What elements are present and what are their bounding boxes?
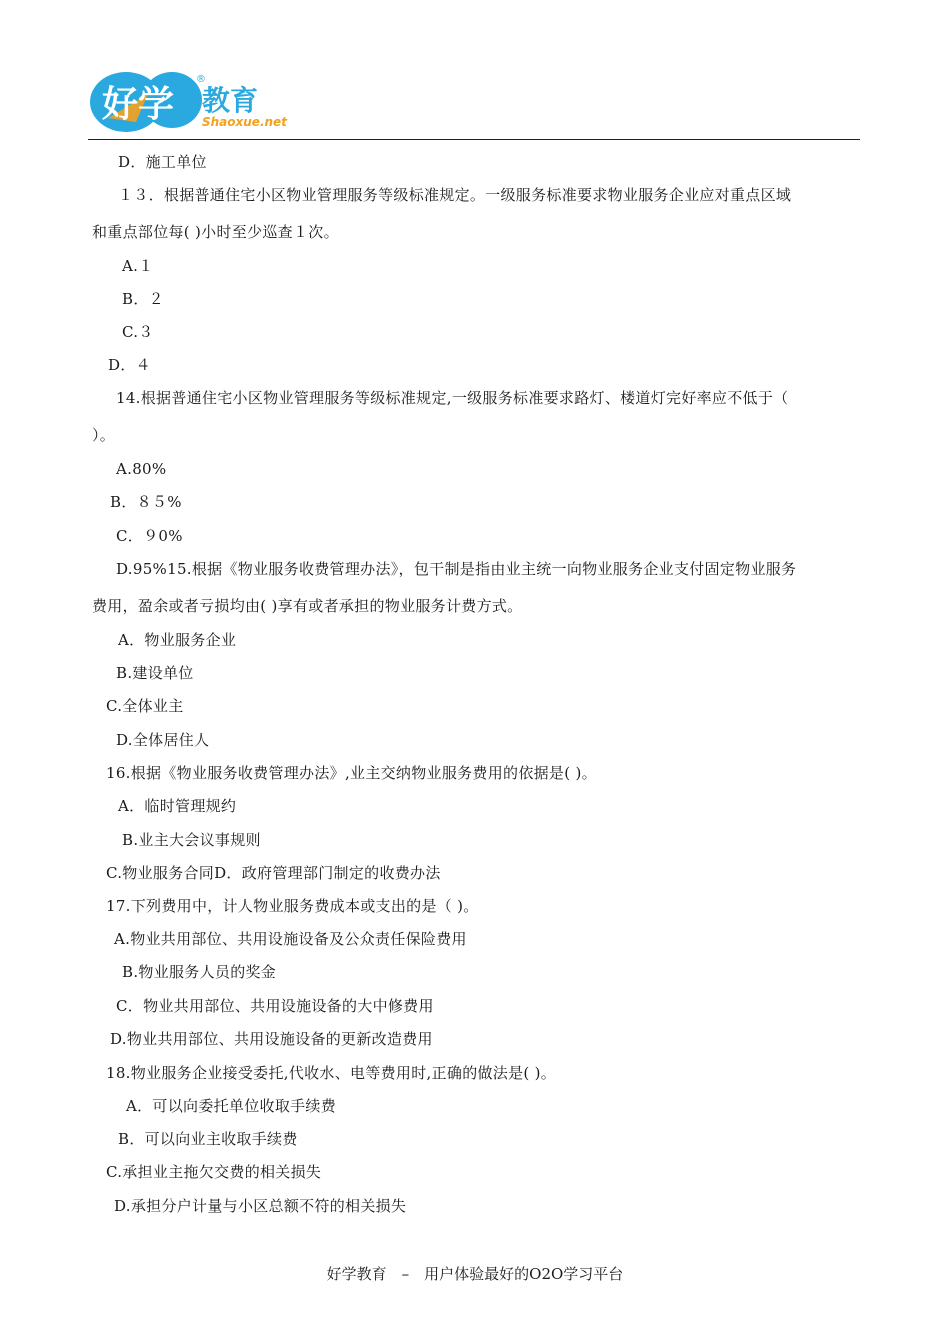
option-d-13: D．４ (108, 356, 151, 374)
option-b-18: B．可以向业主收取手续费 (118, 1130, 298, 1148)
question-16: 16.根据《物业服务收费管理办法》,业主交纳物业服务费用的依据是( )。 (106, 764, 597, 782)
option-a-16: A．临时管理规约 (118, 797, 237, 815)
question-13-line-2: 和重点部位每( )小时至少巡查１次。 (92, 223, 339, 241)
question-17: 17.下列费用中，计人物业服务费成本或支出的是（ )。 (106, 897, 479, 915)
question-14-line-1: 14.根据普通住宅小区物业管理服务等级标准规定,一级服务标准要求路灯、楼道灯完好率应不低于（ (116, 389, 789, 407)
option-c-13: C.３ (122, 323, 154, 341)
option-c-17: C．物业共用部位、共用设施设备的大中修费用 (116, 997, 434, 1015)
option-b-13: B．２ (122, 290, 164, 308)
page-footer: 好学教育 – 用户体验最好的O2O学习平台 (326, 1265, 624, 1283)
option-a-13: A.１ (122, 257, 154, 275)
svg-text:教育: 教育 (202, 84, 259, 117)
option-b-17: B.物业服务人员的奖金 (122, 963, 277, 981)
question-13-line-1: １３．根据普通住宅小区物业管理服务等级标准规定。一级服务标准要求物业服务企业应对重点区域 (118, 186, 792, 204)
question-15-line-2: 费用，盈余或者亏损均由( )享有或者承担的物业服务计费方式。 (92, 597, 523, 615)
option-d-17: D.物业共用部位、共用设施设备的更新改造费用 (110, 1030, 433, 1048)
header-rule (88, 139, 860, 140)
haoxue-logo (88, 64, 288, 140)
option-c-18: C.承担业主拖欠交费的相关损失 (106, 1163, 322, 1181)
option-d-15: D.全体居住人 (116, 731, 210, 749)
option-c-d-16: C.物业服务合同D．政府管理部门制定的收费办法 (106, 864, 441, 882)
option-d-12: D．施工单位 (118, 153, 207, 171)
question-14-line-2: ）。 (92, 426, 116, 444)
option-b-14: B．８５% (110, 493, 182, 511)
option-b-15: B.建设单位 (116, 664, 194, 682)
option-a-15: A．物业服务企业 (118, 631, 237, 649)
svg-text:好学: 好学 (102, 84, 175, 125)
svg-text:®: ® (196, 74, 206, 85)
svg-text:Shaoxue.net: Shaoxue.net (202, 115, 287, 129)
page-header (88, 64, 860, 142)
option-d-18: D.承担分户计量与小区总额不符的相关损失 (114, 1197, 407, 1215)
option-a-14: A.80% (116, 460, 167, 478)
option-b-16: B.业主大会议事规则 (122, 831, 261, 849)
option-a-17: A.物业共用部位、共用设施设备及公众责任保险费用 (114, 930, 467, 948)
option-a-18: A．可以向委托单位收取手续费 (126, 1097, 337, 1115)
question-18: 18.物业服务企业接受委托,代收水、电等费用时,正确的做法是( )。 (106, 1064, 557, 1082)
question-15-line-1: D.95%15.根据《物业服务收费管理办法》，包干制是指由业主统一向物业服务企业支付固定物业服务 (116, 560, 797, 578)
option-c-14: C．９0% (116, 527, 183, 545)
option-c-15: C.全体业主 (106, 697, 184, 715)
